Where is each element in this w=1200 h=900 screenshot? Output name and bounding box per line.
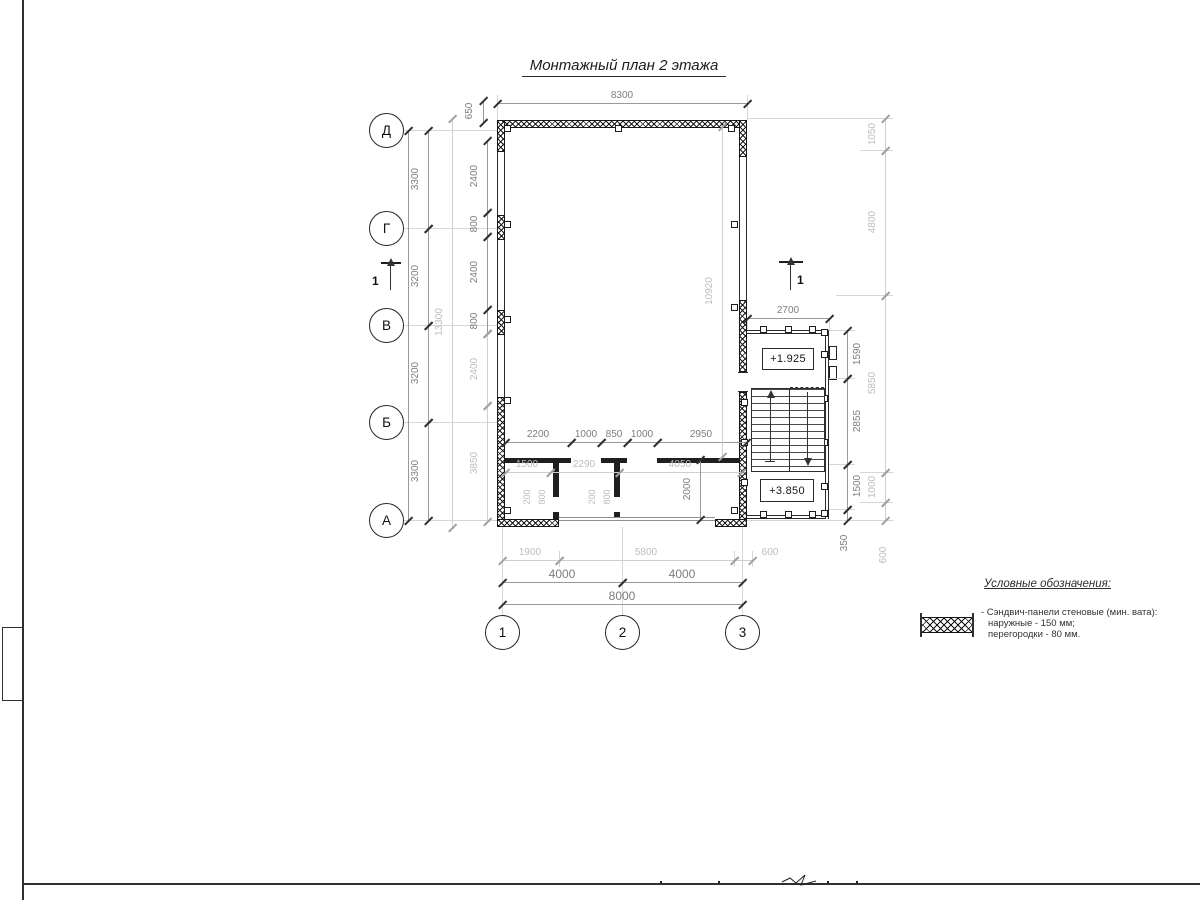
column-marker [741,399,748,406]
dimension-label: 800 [469,312,480,330]
column-marker [741,479,748,486]
axis-circle-col-2 [725,615,760,650]
dimension-label: 3300 [410,167,421,191]
dimension-label: 3300 [410,459,421,483]
column-marker [760,326,767,333]
dimension-line [847,378,848,464]
sheet-border-bottom [22,883,1200,885]
wall-segment [497,120,747,128]
extension-line [404,130,497,131]
axis-circle-row-1 [369,211,404,246]
dimension-label: 13300 [434,308,445,336]
dimension-label: 4050 [668,459,692,470]
dimension-label: 1050 [867,122,878,146]
wall-segment [715,519,747,527]
dimension-label: 10920 [704,277,715,305]
dimension-line [885,118,886,150]
section-arrow-icon [787,257,795,265]
door-dimension-label: 200 [522,489,532,505]
dimension-line [622,582,742,583]
elevation-mark-floor: +3.850 [760,479,814,502]
dimension-label: 1590 [852,342,863,366]
door-dimension-label: 800 [537,489,547,505]
axis-label: В [381,318,391,333]
dimension-label: 1000 [867,475,878,499]
dimension-label: 650 [464,102,475,120]
frame-tick [856,881,858,883]
column-marker [785,326,792,333]
dimension-label: 2200 [526,429,550,440]
section-arrow-stem [390,265,391,290]
dimension-label: 350 [839,534,850,552]
axis-label: А [381,513,391,528]
column-marker [504,221,511,228]
dimension-label: 4000 [548,567,576,581]
dimension-line [885,150,886,295]
dimension-line [847,464,848,509]
legend-symbol-end [920,613,922,637]
dimension-label: 4000 [668,567,696,581]
dimension-line [497,103,747,104]
axis-label: 1 [498,625,507,640]
frame-tick [827,881,829,883]
column-marker [809,326,816,333]
dimension-label: 5800 [634,547,658,558]
axis-label: Г [382,221,391,236]
axis-circle-col-1 [605,615,640,650]
door-dimension-label: 800 [602,489,612,505]
dimension-label: 1000 [574,429,598,440]
frame-tick [718,881,720,883]
axis-circle-row-3 [369,405,404,440]
dimension-line [601,442,627,443]
dimension-label: 8000 [608,589,636,603]
dimension-line [885,502,886,520]
axis-label: 2 [618,625,627,640]
dimension-line [428,325,429,422]
legend-title: Условные обозначения: [984,578,1111,590]
dimension-label: 4800 [867,210,878,234]
column-marker [731,304,738,311]
elevation-mark-landing: +1.925 [762,348,814,370]
dimension-line [487,405,488,521]
dimension-label: 8300 [610,90,634,101]
section-number: 1 [797,273,804,287]
section-arrow-icon [387,258,395,266]
dimension-line [428,130,429,228]
extension-line [829,464,855,465]
column-marker [504,125,511,132]
frame-tick [660,881,662,883]
axis-circle-row-4 [369,503,404,538]
stair-down-arrow-icon [804,458,812,466]
fold-mark [2,627,3,700]
dimension-label: 1500 [515,459,539,470]
axis-circle-row-0 [369,113,404,148]
fold-mark [2,627,22,628]
dimension-line [502,560,559,561]
column-marker [504,397,511,404]
column-marker [615,125,622,132]
axis-label: Б [382,415,391,430]
axis-label: Д [381,123,392,138]
dimension-label: 850 [605,429,623,440]
extension-line [404,422,497,423]
dimension-label: 2855 [852,409,863,433]
extension-line [497,95,498,120]
dimension-label: 1900 [518,547,542,558]
legend-symbol-end [972,613,974,637]
column-marker [504,507,511,514]
axis-circle-col-0 [485,615,520,650]
column-marker [760,511,767,518]
dimension-label: 2400 [469,260,480,284]
wall-bracket [829,346,837,360]
column-marker [731,221,738,228]
fold-mark [2,700,22,701]
dimension-line [627,442,657,443]
dimension-line [502,582,622,583]
axis-label: 3 [738,625,747,640]
window-band [739,157,747,300]
dimension-label: 2400 [469,357,480,381]
dimension-line [452,118,453,527]
dimension-line [487,333,488,405]
column-marker [821,483,828,490]
dimension-line [487,309,488,333]
dimension-label: 3200 [410,264,421,288]
extension-line [404,520,497,521]
section-number: 1 [372,274,379,288]
dimension-label: 600 [761,547,779,558]
column-marker [785,511,792,518]
extension-line [404,228,497,229]
dimension-label: 2000 [682,477,693,501]
column-marker [728,125,735,132]
window-band [497,152,505,215]
dimension-line [885,472,886,502]
dimension-line [487,212,488,236]
dimension-line [571,442,601,443]
column-marker [821,351,828,358]
dimension-label: 600 [878,546,889,564]
page-title: Монтажный план 2 этажа [522,57,726,77]
dimension-label: 2700 [776,305,800,316]
dimension-line [885,295,886,472]
window-band [497,335,505,397]
dimension-label: 3200 [410,361,421,385]
column-marker [504,316,511,323]
dimension-label: 1000 [630,429,654,440]
dimension-line [619,472,741,473]
extension-line [404,325,497,326]
stair-arrow-tail [765,461,775,462]
stair-cut-line [790,387,824,390]
extension-line [747,95,748,120]
sandwich-panel-hatch-icon [921,617,973,633]
sheet-border-left [22,0,24,900]
dimension-line [483,100,484,122]
wall-segment [739,392,747,527]
column-marker [821,510,828,517]
door-dimension-label: 200 [587,489,597,505]
stair-up-arrow-icon [767,390,775,398]
dimension-line [747,318,829,319]
dimension-line [505,442,571,443]
legend-line: - Сэндвич-панели стеновые (мин. вата): [981,607,1158,618]
column-marker [731,507,738,514]
dimension-line [657,442,746,443]
axis-circle-row-2 [369,308,404,343]
dimension-line [408,130,409,520]
extension-line [829,378,855,379]
wall-segment [739,120,747,157]
stair-up-arrow [770,396,771,462]
section-arrow-stem [790,264,791,290]
dimension-label: 2400 [469,164,480,188]
wall-segment [739,300,747,372]
dimension-line [734,560,752,561]
column-marker [821,329,828,336]
dimension-label: 1500 [852,474,863,498]
dimension-line [722,126,723,456]
dimension-line [487,140,488,212]
pen-mark [778,868,826,888]
dimension-line [502,604,742,605]
dimension-line [487,236,488,309]
extension-line [829,330,855,331]
dimension-line [847,330,848,378]
column-marker [809,511,816,518]
dimension-line [428,422,429,520]
dimension-label: 2290 [572,459,596,470]
dimension-line [700,459,701,519]
dimension-label: 5850 [867,371,878,395]
door-opening [738,372,748,392]
dimension-label: 800 [469,215,480,233]
dimension-label: 3850 [469,451,480,475]
stair-down-arrow [807,392,808,460]
legend-line: наружные - 150 мм; [988,618,1075,629]
dimension-line [559,560,734,561]
dimension-label: 2950 [689,429,713,440]
dimension-line [428,228,429,325]
legend-line: перегородки - 80 мм. [988,629,1081,640]
window-band [497,240,505,310]
